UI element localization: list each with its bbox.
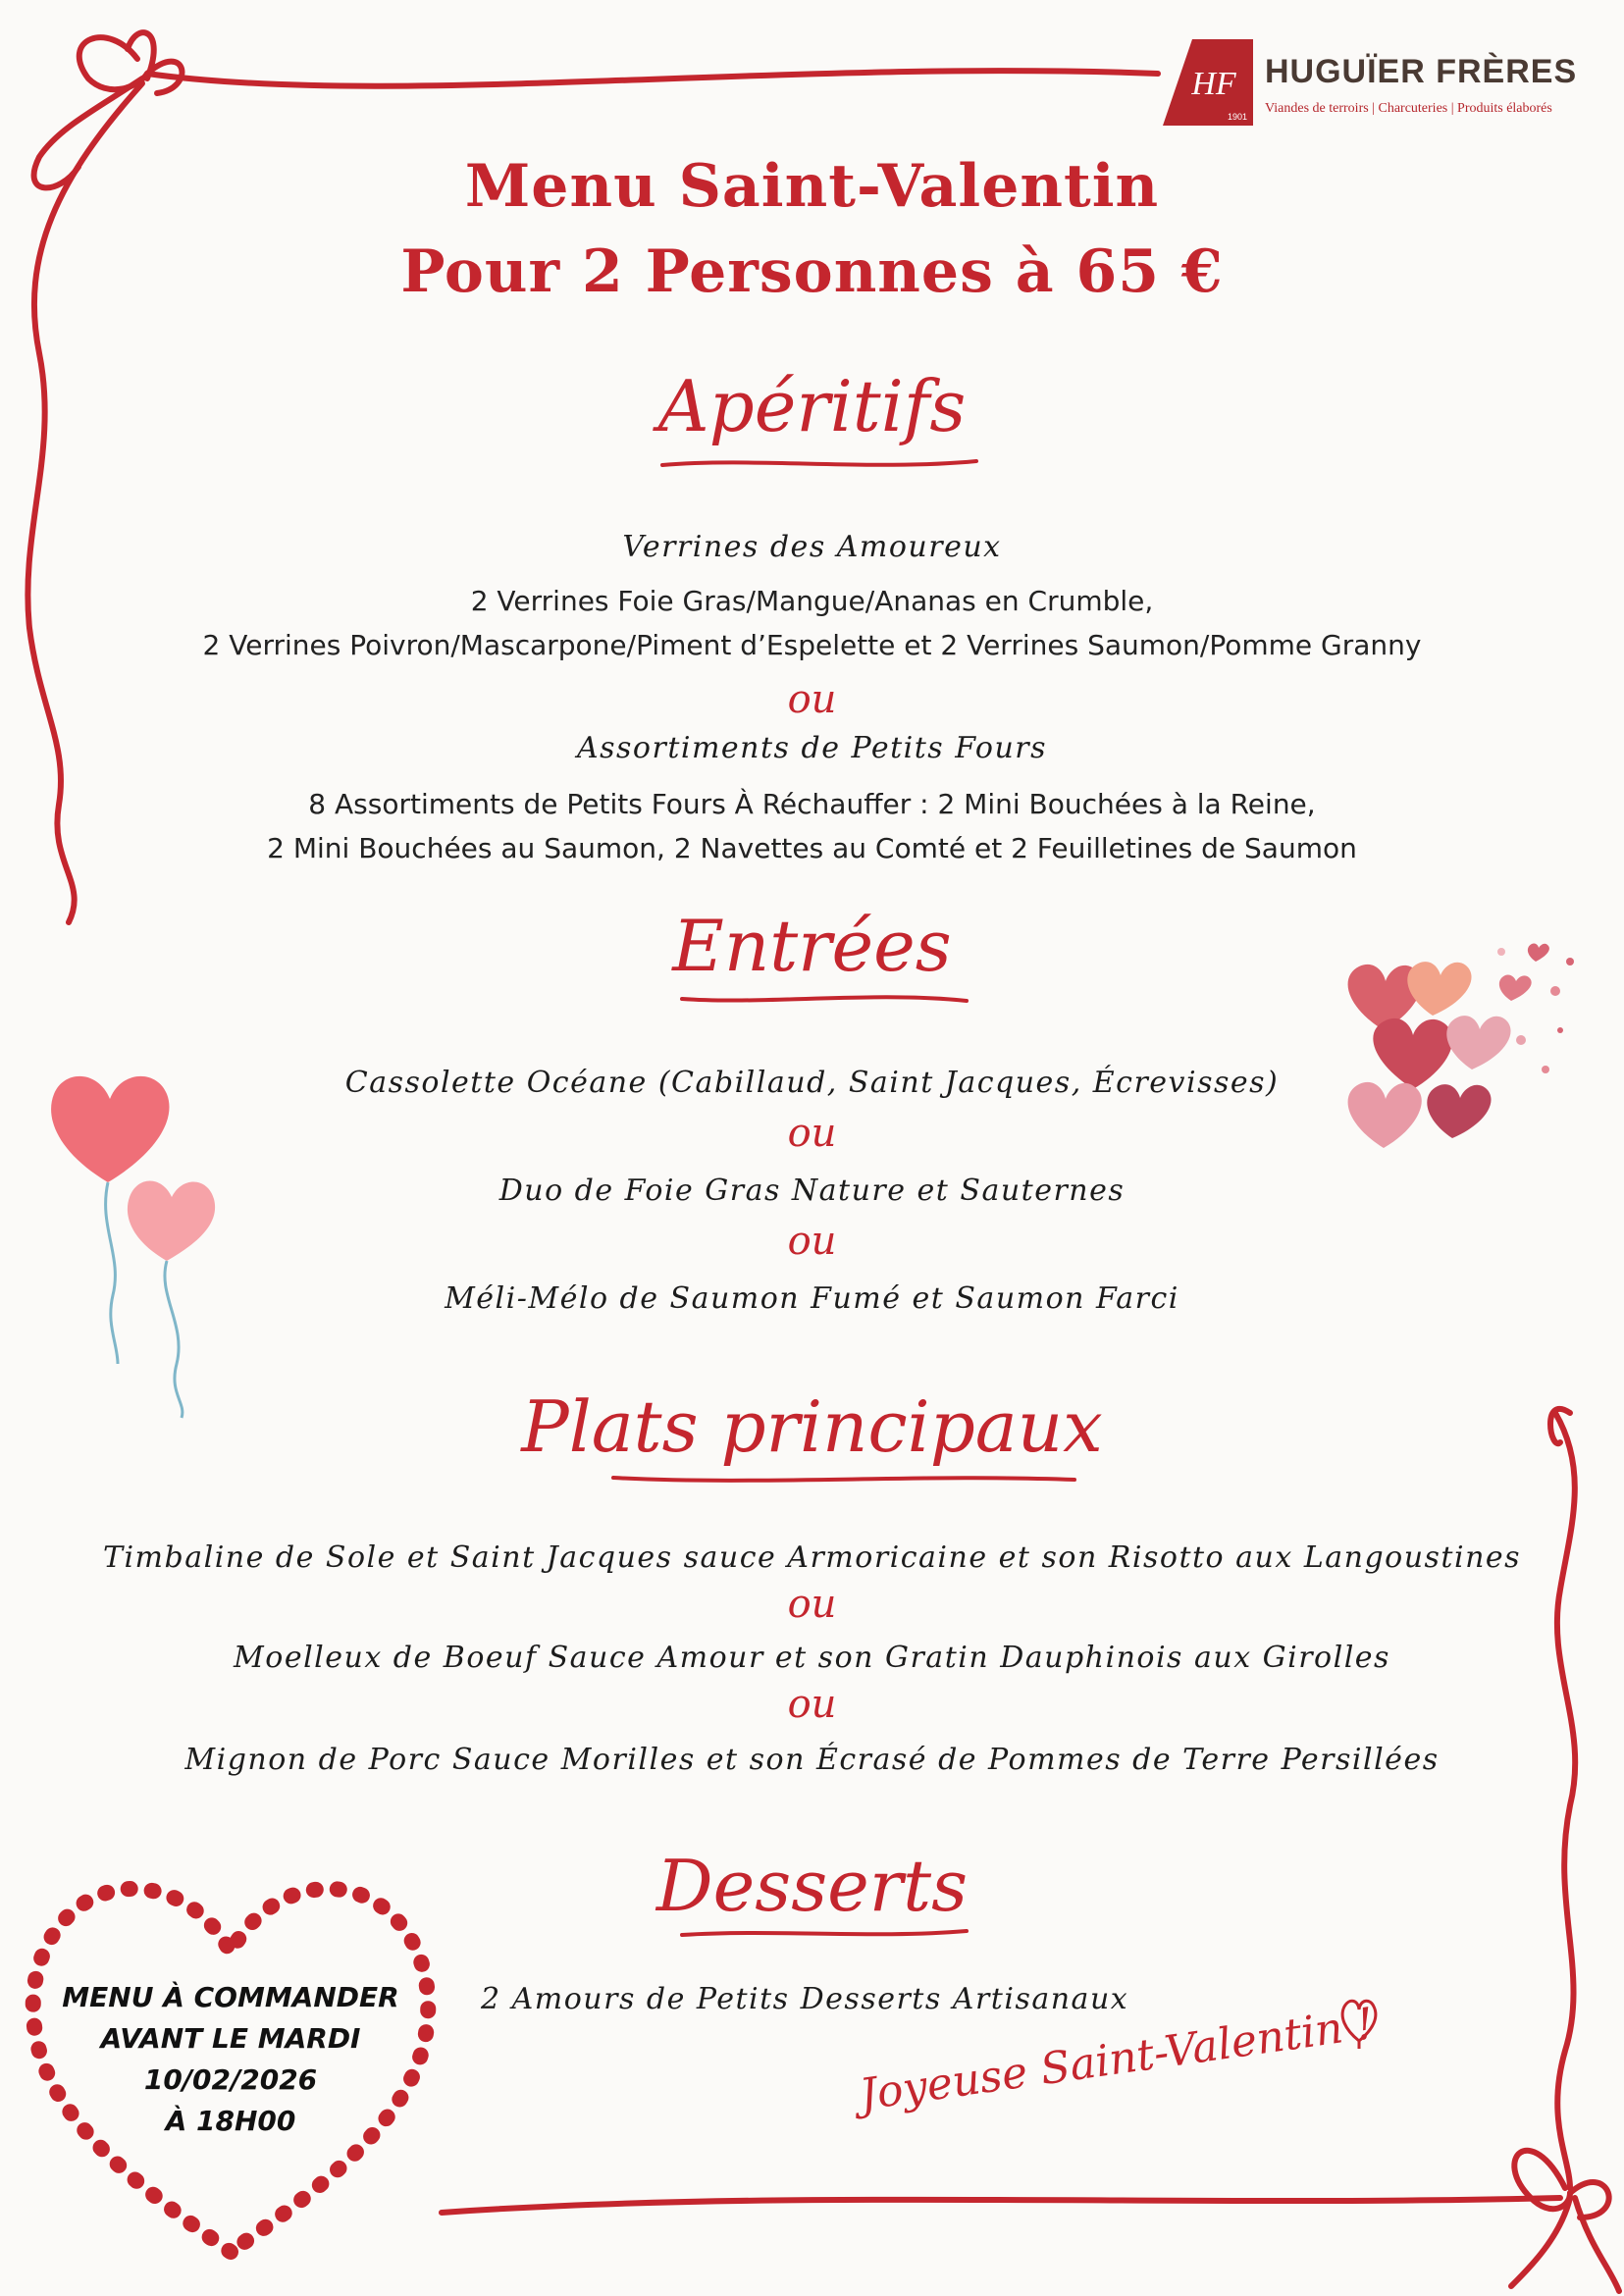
section-heading-plats: Plats principaux [521, 1385, 1103, 1468]
separator-ou: ou [787, 1682, 837, 1727]
monogram-text: HF [1191, 66, 1236, 102]
order-note-line: 10/02/2026 [143, 2063, 318, 2096]
plat-item: Mignon de Porc Sauce Morilles et son Écrasé de Pommes de Terre Persillées [184, 1743, 1440, 1777]
aperitif-petits-fours-desc-2: 2 Mini Bouchées au Saumon, 2 Navettes au Comté et 2 Feuilletines de Saumon [267, 832, 1357, 864]
heading-underline [677, 989, 971, 1009]
brand-name: HUGUÏER FRÈRES [1265, 53, 1578, 90]
menu-subtitle: Pour 2 Personnes à 65 € [400, 237, 1224, 306]
separator-ou: ou [787, 1582, 837, 1627]
separator-ou: ou [787, 1111, 837, 1156]
separator-ou: ou [787, 1219, 837, 1264]
brand-year: 1901 [1227, 112, 1248, 122]
brand-logo [1163, 39, 1595, 128]
order-deadline-note [49, 1977, 412, 2142]
aperitif-verrines-desc-1: 2 Verrines Foie Gras/Mangue/Ananas en Crumble, [470, 585, 1154, 617]
entree-item: Cassolette Océane (Cabillaud, Saint Jacques, Écrevisses) [344, 1066, 1280, 1100]
aperitif-petits-fours-desc-1: 8 Assortiments de Petits Fours À Réchauffer : 2 Mini Bouchées à la Reine, [308, 788, 1316, 820]
entree-item: Méli-Mélo de Saumon Fumé et Saumon Farci [445, 1281, 1179, 1316]
section-heading-desserts: Desserts [655, 1845, 969, 1927]
hearts-cluster-illustration [1325, 922, 1590, 1207]
heading-underline [657, 453, 981, 473]
menu-title: Menu Saint-Valentin [464, 152, 1160, 221]
order-note-line: AVANT LE MARDI [100, 2022, 361, 2055]
dessert-item: 2 Amours de Petits Desserts Artisanaux [481, 1982, 1129, 2016]
section-heading-entrees: Entrées [672, 905, 952, 987]
section-heading-aperitifs: Apéritifs [657, 365, 967, 447]
aperitif-option-petits-fours: Assortiments de Petits Fours [576, 731, 1048, 765]
order-note-line: À 18H00 [165, 2105, 296, 2137]
brand-tagline: Viandes de terroirs | Charcuteries | Produits élaborés [1265, 101, 1552, 116]
heading-underline [608, 1470, 1079, 1489]
plat-item: Moelleux de Boeuf Sauce Amour et son Gratin Dauphinois aux Girolles [234, 1641, 1390, 1675]
separator-ou: ou [787, 677, 837, 722]
heart-balloons-illustration [39, 1060, 265, 1423]
hf-monogram-icon [1163, 39, 1253, 126]
entree-item: Duo de Foie Gras Nature et Sauternes [498, 1174, 1126, 1208]
heading-underline [677, 1923, 971, 1943]
greeting-text: Joyeuse Saint-Valentin ! [856, 1998, 1378, 2120]
plat-item: Timbaline de Sole et Saint Jacques sauce Armoricaine et son Risotto aux Langoustines [102, 1540, 1522, 1575]
aperitif-verrines-desc-2: 2 Verrines Poivron/Mascarpone/Piment d’Espelette et 2 Verrines Saumon/Pomme Granny [202, 629, 1422, 661]
order-note-line: MENU À COMMANDER [62, 1981, 399, 2013]
aperitif-option-verrines: Verrines des Amoureux [622, 530, 1002, 564]
